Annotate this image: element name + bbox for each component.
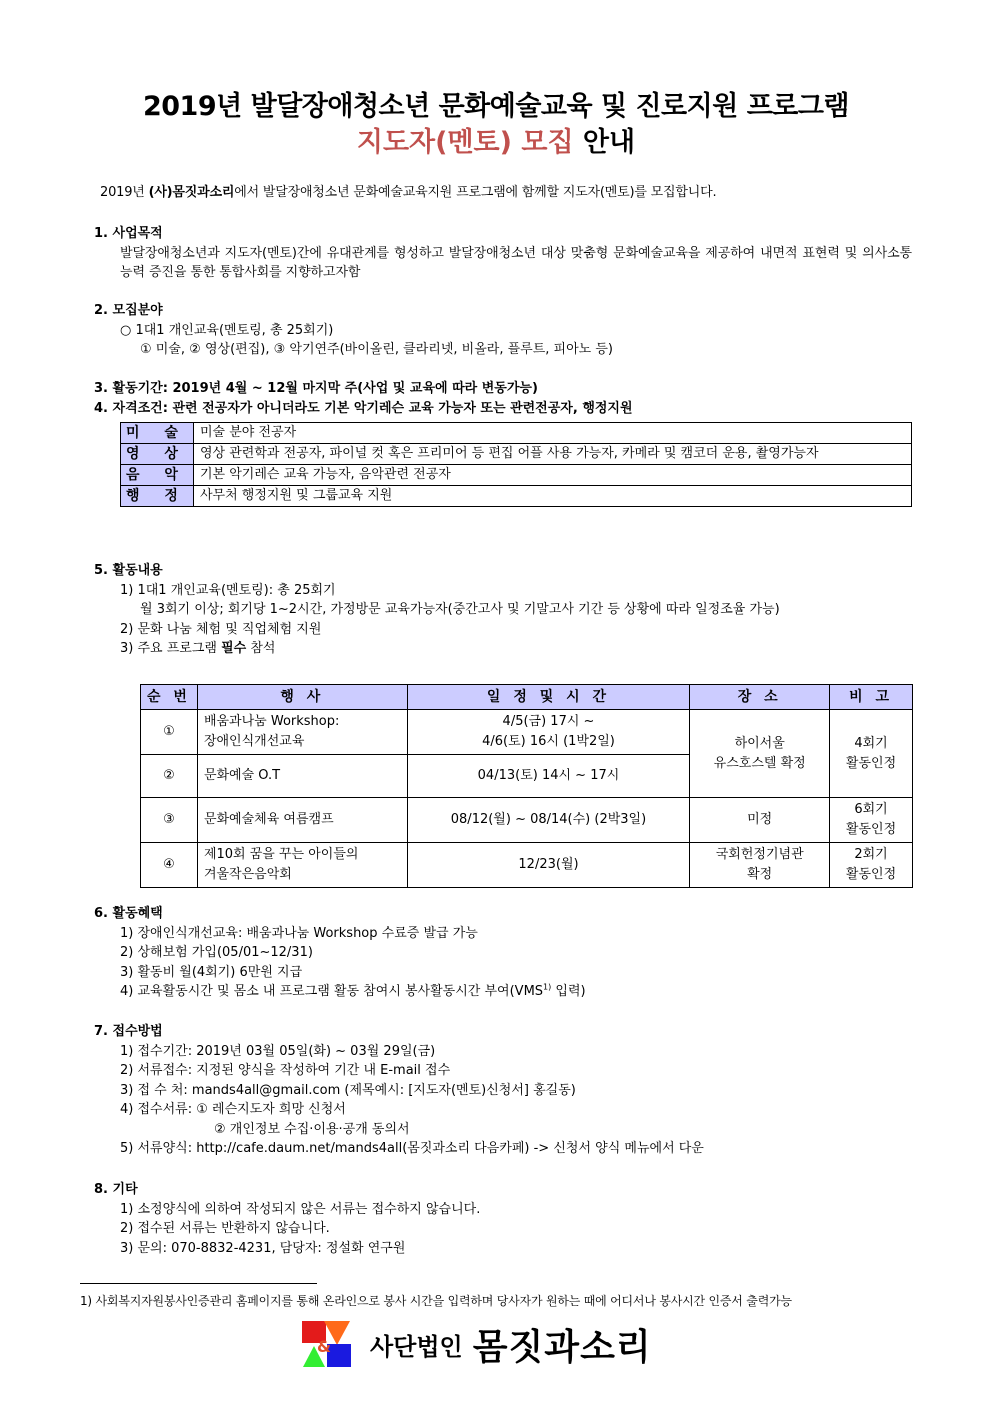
cell-no: ④ [141, 843, 198, 888]
col-header-event: 행 사 [197, 685, 407, 710]
cell-line: 배움과나눔 Workshop: [203, 714, 340, 729]
cell-no: ① [141, 710, 198, 755]
cell-time: 08/12(월) ~ 08/14(수) (2박3일) [407, 798, 690, 843]
section-heading: 6. 활동혜택 [94, 906, 163, 921]
table-row [121, 486, 912, 507]
section-application [94, 1022, 704, 1159]
cell-line: 국회헌정기념관 [715, 847, 804, 862]
table-row [121, 465, 912, 486]
table-row [121, 444, 912, 465]
cell-line: 4회기 [854, 735, 888, 751]
cell-line: 하이서울 [734, 735, 785, 751]
item-text: 3) 주요 프로그램 [120, 641, 222, 656]
cell-note [830, 710, 913, 798]
list-item: 5) 서류양식: http://cafe.daum.net/mands4all(몸짓과소리 다음카페) -> 신청서 양식 메뉴에서 다운 [120, 1141, 704, 1156]
cell-line: 4/6(토) 16시 (1박2일) [482, 734, 615, 749]
intro-org: (사)몸짓과소리 [148, 185, 235, 200]
section-body: 발달장애청소년과 지도자(멘토)간에 유대관계를 형성하고 발달장애청소년 대상 맞춤형 문화예술교육을 제공하여 내면적 표현력 및 의사소통능력 증진을 통한 통합사회를 지향하고자함 [120, 245, 912, 280]
schedule-table [140, 684, 913, 888]
cell-time: 12/23(월) [407, 843, 690, 888]
qualification-table [120, 422, 912, 507]
list-item: 1) 접수기간: 2019년 03월 05일(화) ~ 03월 29일(금) [120, 1043, 436, 1059]
cell-place: 미정 [690, 798, 830, 843]
section-heading: 2. 모집분야 [94, 303, 163, 318]
qual-value: 영상 관련학과 전공자, 파이널 컷 혹은 프리미어 등 편집 어플 사용 가능자, 카메라 및 캠코더 운용, 촬영가능자 [194, 444, 912, 465]
qual-label: 음 악 [121, 465, 194, 486]
item-emphasis: 필수 [221, 641, 247, 656]
table-row [141, 798, 913, 843]
document-subtitle [0, 126, 992, 160]
qual-label: 영 상 [121, 444, 194, 465]
logo-prefix: 사단법인 [370, 1332, 463, 1361]
mom-jit-sori-logo-icon [300, 1319, 352, 1369]
item-text: 입력) [551, 984, 586, 999]
list-item: 1) 장애인식개선교육: 배움과나눔 Workshop 수료증 발급 가능 [120, 925, 478, 941]
cell-no: ③ [141, 798, 198, 843]
cell-note [830, 798, 913, 843]
cell-line: 4/5(금) 17시 ~ [502, 714, 595, 729]
list-item: ○ 1대1 개인교육(멘토링, 총 25회기) [120, 322, 334, 338]
table-header-row [141, 685, 913, 710]
list-item: 4) 접수서류: ① 레슨지도자 희망 신청서 [120, 1102, 346, 1117]
col-header-time: 일 정 및 시 간 [407, 685, 690, 710]
footnote: 1) 사회복지자원봉사인증관리 홈페이지를 통해 온라인으로 봉사 시간을 입력하며 당사자가 원하는 때에 어디서나 봉사시간 인증서 출력가능 [80, 1294, 792, 1308]
cell-line: 제10회 꿈을 꾸는 아이들의 [203, 847, 359, 862]
section-heading: 8. 기타 [94, 1182, 138, 1197]
cell-line: 유스호스텔 확정 [713, 755, 806, 771]
cell-no: ② [141, 755, 198, 798]
section-benefits [94, 904, 586, 1002]
list-subitem: 월 3회기 이상; 회기당 1~2시간, 가정방문 교육가능자(중간고사 및 기말고사 기간 등 상황에 따라 일정조율 가능) [140, 602, 780, 617]
list-item: 1) 소정양식에 의하여 작성되지 않은 서류는 접수하지 않습니다. [120, 1201, 481, 1217]
table-row [121, 423, 912, 444]
intro-paragraph [100, 183, 716, 203]
qual-value: 기본 악기레슨 교육 가능자, 음악관련 전공자 [194, 465, 912, 486]
cell-event: 문화예술 O.T [197, 755, 407, 798]
list-item: 2) 상해보험 가입(05/01~12/31) [120, 945, 313, 960]
section-period: 3. 활동기간: 2019년 4월 ~ 12월 마지막 주(사업 및 교육에 따라 변동가능) [94, 381, 538, 396]
cell-event [197, 843, 407, 888]
cell-line: 활동인정 [845, 822, 897, 837]
section-activities [94, 561, 924, 659]
intro-prefix: 2019년 [100, 185, 149, 200]
org-logo [300, 1319, 652, 1369]
cell-line: 장애인식개선교육 [203, 734, 305, 749]
cell-line: 활동인정 [845, 755, 897, 771]
cell-time: 04/13(토) 14시 ~ 17시 [407, 755, 690, 798]
footnote-ref[interactable]: 1) [543, 982, 552, 992]
section-heading: 1. 사업목적 [94, 226, 163, 241]
list-item: 3) 문의: 070-8832-4231, 담당자: 정설화 연구원 [120, 1240, 406, 1256]
subtitle-highlight: 지도자(멘토) 모집 [356, 127, 574, 158]
svg-text:&: & [317, 1337, 331, 1356]
col-header-no: 순 번 [141, 685, 198, 710]
col-header-note: 비 고 [830, 685, 913, 710]
list-item: 3) 접 수 처: mands4all@gmail.com (제목예시: [지도자(멘토)신청서] 홍길동) [120, 1082, 576, 1098]
table-row [141, 710, 913, 755]
qual-value: 사무처 행정지원 및 그룹교육 지원 [194, 486, 912, 507]
item-text: 참석 [246, 641, 276, 656]
logo-name: 몸짓과소리 [472, 1326, 652, 1368]
document-title: 2019년 발달장애청소년 문화예술교육 및 진로지원 프로그램 [142, 91, 850, 122]
cell-place [690, 843, 830, 888]
col-header-place: 장 소 [690, 685, 830, 710]
list-item: 2) 접수된 서류는 반환하지 않습니다. [120, 1221, 330, 1236]
cell-event: 문화예술체육 여름캠프 [197, 798, 407, 843]
section-recruit-fields [94, 301, 613, 360]
qual-label: 행 정 [121, 486, 194, 507]
subtitle-rest: 안내 [573, 127, 636, 158]
cell-event [197, 710, 407, 755]
section-heading: 5. 활동내용 [94, 563, 163, 578]
list-subitem: ① 미술, ② 영상(편집), ③ 악기연주(바이올린, 클라리넷, 비올라, 플루트, 피아노 등) [140, 342, 613, 357]
cell-line: 2회기 [854, 847, 888, 862]
cell-line: 6회기 [854, 802, 888, 817]
section-qualifications: 4. 자격조건: 관련 전공자가 아니더라도 기본 악기레슨 교육 가능자 또는 관련전공자, 행정지원 [94, 401, 633, 416]
section-purpose [94, 224, 914, 283]
section-misc [94, 1180, 480, 1258]
list-item: 1) 1대1 개인교육(멘토링): 총 25회기 [120, 582, 336, 598]
list-item [94, 639, 924, 659]
list-item: 2) 문화 나눔 체험 및 직업체험 지원 [120, 621, 322, 637]
list-item [94, 982, 586, 1002]
list-item: 2) 서류접수: 지정된 양식을 작성하여 기간 내 E-mail 접수 [120, 1063, 451, 1078]
item-text: 4) 교육활동시간 및 몸소 내 프로그램 활동 참여시 봉사활동시간 부여(VMS [120, 984, 544, 999]
section-heading: 7. 접수방법 [94, 1024, 163, 1039]
cell-line: 확정 [747, 867, 773, 882]
cell-time [407, 710, 690, 755]
table-row [141, 843, 913, 888]
qual-value: 미술 분야 전공자 [194, 423, 912, 444]
cell-place [690, 710, 830, 798]
intro-suffix: 에서 발달장애청소년 문화예술교육지원 프로그램에 함께할 지도자(멘토)를 모집합니다. [234, 185, 717, 200]
cell-line: 겨울작은음악회 [203, 867, 292, 882]
cell-note [830, 843, 913, 888]
list-subitem: ② 개인정보 수집·이용·공개 동의서 [214, 1121, 410, 1137]
cell-line: 활동인정 [845, 867, 897, 882]
footnote-divider [80, 1283, 317, 1284]
list-item: 3) 활동비 월(4회기) 6만원 지급 [120, 964, 303, 980]
qual-label: 미 술 [121, 423, 194, 444]
